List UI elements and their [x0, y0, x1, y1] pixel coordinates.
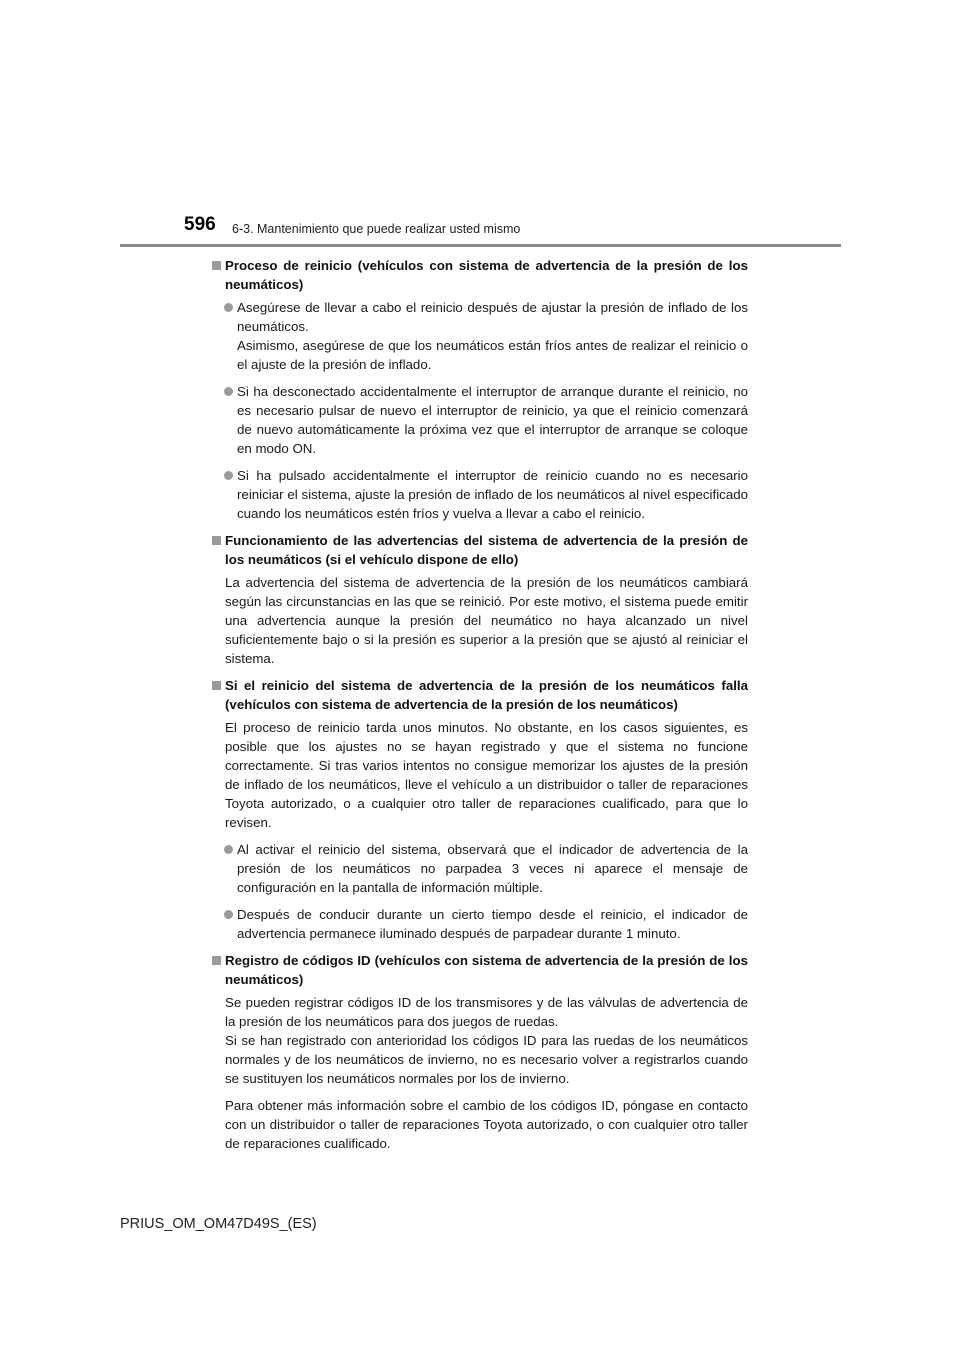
circle-bullet-icon [224, 471, 233, 480]
paragraph: Se pueden registrar códigos ID de los transmisores y de las válvulas de advertencia de la presión de los neumáticos para dos juegos de ruedas. Si se han registrado con anterioridad los códigos ID para las ruedas de los neumáticos normales y de los neumáticos de invierno, no es necesario volver a registrarlos cuando se sustituyen los neumáticos normales por los de invierno. [225, 995, 748, 1086]
list-item-text: Después de conducir durante un cierto tiempo desde el reinicio, el indicador de advertencia permanece iluminado después de parpadear durante 1 minuto. [237, 907, 748, 941]
section-title: 6-3. Mantenimiento que puede realizar usted mismo [232, 222, 521, 236]
list-item [212, 466, 748, 523]
header-rule [120, 244, 841, 247]
section-heading [212, 256, 748, 294]
list-item [212, 298, 748, 374]
footer-doc-code: PRIUS_OM_OM47D49S_(ES) [120, 1216, 317, 1232]
square-bullet-icon [212, 956, 221, 965]
list-item-text: Si ha pulsado accidentalmente el interruptor de reinicio cuando no es necesario reiniciar el sistema, ajuste la presión de inflado de los neumáticos al nivel especificado cuando los neumáticos estén fríos y vuelva a llevar a cabo el reinicio. [237, 468, 748, 521]
list-item-text: Si ha desconectado accidentalmente el interruptor de arranque durante el reinicio, no es necesario pulsar de nuevo el interruptor de reinicio, ya que el reinicio comenzará de nuevo automáticamente la próxima vez que el interruptor de arranque se coloque en modo ON. [237, 384, 748, 456]
heading-text: Proceso de reinicio (vehículos con sistema de advertencia de la presión de los neumáticos) [225, 258, 748, 292]
paragraph: Para obtener más información sobre el cambio de los códigos ID, póngase en contacto con un distribuidor o taller de reparaciones Toyota autorizado, o con cualquier otro taller de reparaciones cualificado. [225, 1098, 748, 1151]
heading-text: Funcionamiento de las advertencias del sistema de advertencia de la presión de los neumáticos (si el vehículo dispone de ello) [225, 533, 748, 567]
square-bullet-icon [212, 536, 221, 545]
main-content [212, 256, 748, 1161]
square-bullet-icon [212, 261, 221, 270]
section-heading [212, 531, 748, 569]
paragraph: El proceso de reinicio tarda unos minutos. No obstante, en los casos siguientes, es posible que los ajustes no se hayan registrado y que el sistema no funcione correctamente. Si tras varios intentos no consigue memorizar los ajustes de la presión de inflado de los neumáticos, lleve el vehículo a un distribuidor o taller de reparaciones Toyota autorizado, o a cualquier otro taller de reparaciones cualificado, para que lo revisen. [225, 720, 748, 830]
heading-text: Registro de códigos ID (vehículos con sistema de advertencia de la presión de los neumáticos) [225, 953, 748, 987]
square-bullet-icon [212, 681, 221, 690]
circle-bullet-icon [224, 845, 233, 854]
paragraph: La advertencia del sistema de advertencia de la presión de los neumáticos cambiará según las circunstancias en las que se reinició. Por este motivo, el sistema puede emitir una advertencia aunque la presión del neumático no haya alcanzado un nivel suficientemente bajo o si la presión es superior a la presión que se ajustó al reiniciar el sistema. [225, 575, 748, 666]
section-heading [212, 676, 748, 714]
list-item [212, 905, 748, 943]
list-item-text: Asegúrese de llevar a cabo el reinicio después de ajustar la presión de inflado de los neumáticos. Asimismo, asegúrese de que los neumáticos están fríos antes de realizar el reinicio o el ajuste de la presión de inflado. [237, 300, 748, 372]
list-item-text: Al activar el reinicio del sistema, observará que el indicador de advertencia de la presión de los neumáticos no parpadea 3 veces ni aparece el mensaje de configuración en la pantalla de información múltiple. [237, 842, 748, 895]
list-item [212, 382, 748, 458]
circle-bullet-icon [224, 387, 233, 396]
list-item [212, 840, 748, 897]
page-number: 596 [184, 214, 216, 235]
section-heading [212, 951, 748, 989]
circle-bullet-icon [224, 910, 233, 919]
circle-bullet-icon [224, 303, 233, 312]
heading-text: Si el reinicio del sistema de advertencia de la presión de los neumáticos falla (vehículos con sistema de advertencia de la presión de los neumáticos) [225, 678, 748, 712]
